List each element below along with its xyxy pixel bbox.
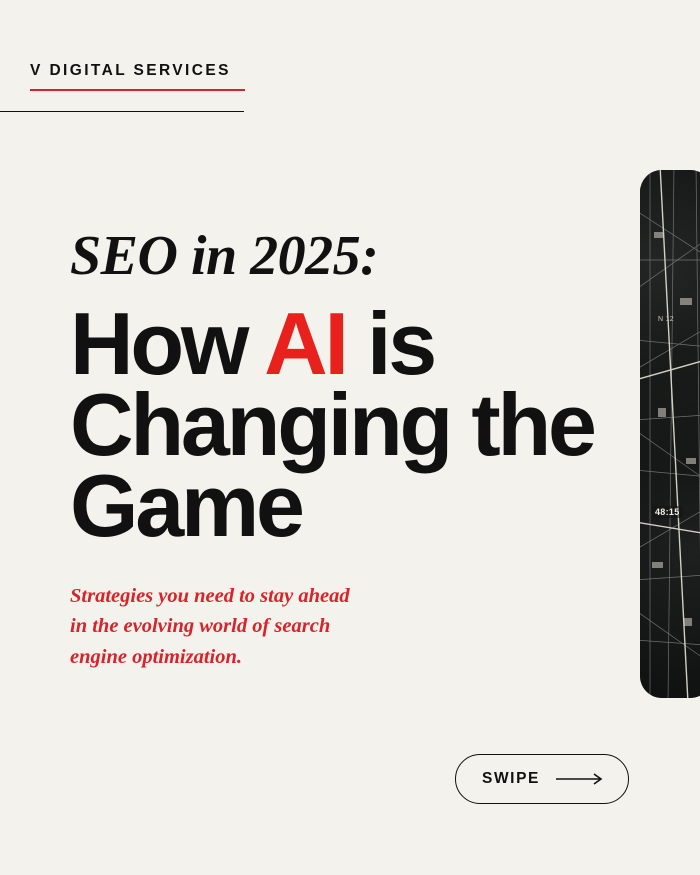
- headline-line-1: [70, 294, 630, 393]
- headline-line-2: Changing the: [70, 374, 594, 474]
- headline-accent-word: AI: [264, 294, 346, 393]
- subcopy-line-3: engine optimization.: [70, 645, 242, 668]
- map-minor-label: N 12: [658, 316, 674, 323]
- subcopy-block: [70, 581, 400, 672]
- subcopy-line-1: Strategies you need to stay ahead: [70, 584, 350, 607]
- subcopy-line-2: in the evolving world of search: [70, 615, 331, 638]
- map-panel: [640, 170, 700, 698]
- arrow-right-icon: [556, 772, 608, 786]
- headline-block: [70, 225, 630, 672]
- brand-underline: [30, 89, 245, 91]
- headline-line1-post: is: [345, 294, 434, 393]
- swipe-label: SWIPE: [482, 770, 540, 787]
- headline-line-3: Game: [70, 455, 302, 555]
- page-title: [70, 294, 630, 555]
- brand-lockup: [30, 62, 245, 91]
- headline-line1-pre: How: [70, 294, 265, 393]
- eyebrow-text: SEO in 2025:: [70, 225, 379, 287]
- map-lines-graphic: [640, 170, 700, 698]
- brand-name: V DIGITAL SERVICES: [30, 62, 231, 79]
- header-divider: [0, 111, 244, 112]
- swipe-button[interactable]: [455, 754, 629, 804]
- map-time-label: 48:15: [652, 506, 683, 518]
